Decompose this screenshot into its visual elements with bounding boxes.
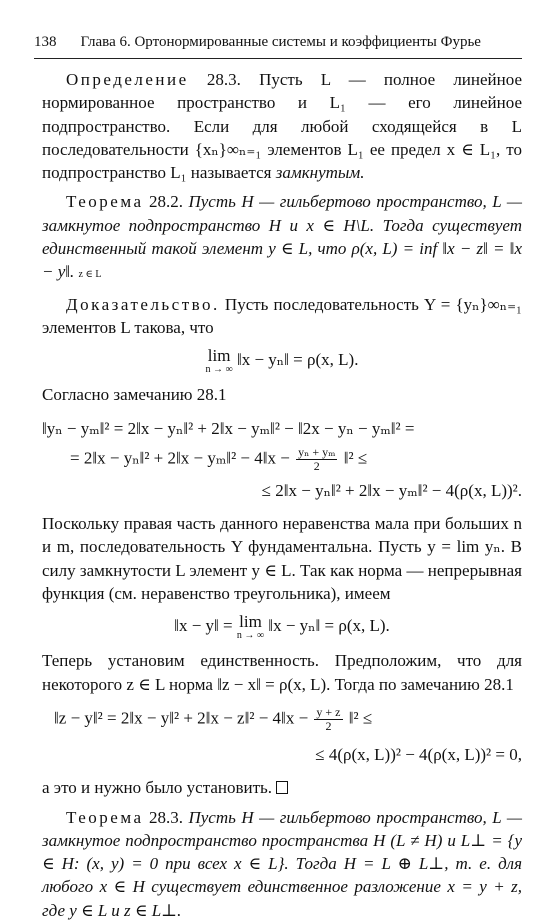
eq4-line1-right: ‖² ≤ <box>348 708 373 728</box>
equation-continuity <box>42 613 522 641</box>
limit-operator <box>206 347 233 375</box>
page-number: 138 <box>34 34 57 50</box>
header-rule <box>34 58 522 59</box>
eq3-limit-operator <box>237 613 264 641</box>
theorem-number: 28.2. <box>143 192 189 212</box>
limit-subscript: n → ∞ <box>205 364 233 376</box>
inf-subscript: z ∈ L <box>78 269 102 281</box>
eq4-fraction <box>314 706 342 733</box>
proof-paragraph-3: Теперь установим единственность. Предположим, что для некоторого z ∈ L норма ‖z − x‖ = ρ(x, L). Тогда по замечанию 28.1 <box>42 651 522 694</box>
theorem2-number: 28.3. <box>143 807 189 827</box>
eq3-limit-subscript: n → ∞ <box>236 630 265 642</box>
qed-box-icon <box>276 781 288 794</box>
eq3-right: ‖x − yₙ‖ = ρ(x, L). <box>268 616 390 636</box>
proof-label: Доказательство. <box>66 294 220 314</box>
theorem-label: Теорема <box>66 192 144 212</box>
theorem-28-3 <box>42 806 522 922</box>
eq3-limit-text: lim <box>239 612 262 632</box>
remark-reference: Согласно замечанию 28.1 <box>42 385 227 405</box>
definition-label: Определение <box>66 70 189 89</box>
proof-intro <box>42 293 522 340</box>
theorem-text: Пусть H — гильбертово пространство, L — замкнутое подпространство H и x ∈ H\L. Тогда существует единственный такой элемент y ∈ L, что ρ(x, L) = inf ‖x − z‖ = ‖x − y‖. <box>42 192 522 282</box>
eq2-line3: ≤ 2‖x − yₙ‖² + 2‖x − yₘ‖² − 4(ρ(x, L))². <box>261 480 522 500</box>
eq2-line2-right: ‖² ≤ <box>343 448 368 468</box>
eq4-frac-numerator: y + z <box>316 704 341 719</box>
eq2-line2 <box>42 446 522 473</box>
eq4-frac-denominator: 2 <box>325 718 332 733</box>
running-header <box>34 33 518 51</box>
proof-paragraph-2: Поскольку правая часть данного неравенства мала при больших n и m, последовательность Y фундаментальна. Пусть y = lim yₙ. В силу замкнутости L элемент y ∈ L. Так как норма — непрерывная функция (см. неравенство треугольника), имеем <box>42 514 522 604</box>
eq3-left: ‖x − y‖ = <box>174 616 233 636</box>
eq4-line1 <box>42 706 522 733</box>
page-body <box>42 68 522 922</box>
equation-limit-rhs: ‖x − yₙ‖ = ρ(x, L). <box>236 350 359 370</box>
eq2-frac-numerator: yₙ + yₘ <box>298 444 336 459</box>
eq2-line1: ‖yₙ − yₘ‖² = 2‖x − yₙ‖² + 2‖x − yₘ‖² − ‖2x − yₙ − yₘ‖² = <box>42 418 415 438</box>
definition-term: замкнутым. <box>275 163 365 183</box>
eq4-line1-left: ‖z − y‖² = 2‖x − y‖² + 2‖x − z‖² − 4‖x − <box>54 708 309 728</box>
theorem2-text: Пусть H — гильбертово пространство, L — замкнутое подпространство пространства H (L ≠ H) и L⊥ = {y ∈ H: (x, y) = 0 при всех x ∈ L}. Тогда H = L ⊕ L⊥, т. е. для любого x ∈ H существует единственное разложение x = y + z, где y ∈ L и z ∈ L⊥. <box>42 807 522 920</box>
equation-limit <box>42 347 522 375</box>
equation-parallelogram <box>42 417 522 503</box>
eq2-frac-denominator: 2 <box>313 458 320 473</box>
chapter-title: Глава 6. Ортонормированные системы и коэффициенты Фурье <box>80 34 481 50</box>
definition-text: 28.3. Пусть L — полное линейное нормированное пространство и L₁ — его линейное подпространство. Если для любой сходящейся в L последовательности {xₙ}∞ₙ₌₁ элементов L₁ ее предел x ∈ L₁, то подпространство L₁ называется <box>42 70 522 183</box>
eq4-line2: ≤ 4(ρ(x, L))² − 4(ρ(x, L))² = 0, <box>315 744 522 764</box>
theorem2-label: Теорема <box>66 807 144 827</box>
theorem-28-2 <box>42 190 522 286</box>
proof-conclusion <box>42 776 522 799</box>
proof-intro-text: Пусть последовательность Y = {yₙ}∞ₙ₌₁ элементов L такова, что <box>42 294 522 337</box>
eq2-line2-left: = 2‖x − yₙ‖² + 2‖x − yₘ‖² − 4‖x − <box>70 448 290 468</box>
eq2-fraction <box>296 446 337 473</box>
definition-28-3 <box>42 68 522 184</box>
limit-text: lim <box>207 346 231 366</box>
conclusion-text: а это и нужно было установить. <box>42 778 273 798</box>
equation-uniqueness <box>42 706 522 766</box>
